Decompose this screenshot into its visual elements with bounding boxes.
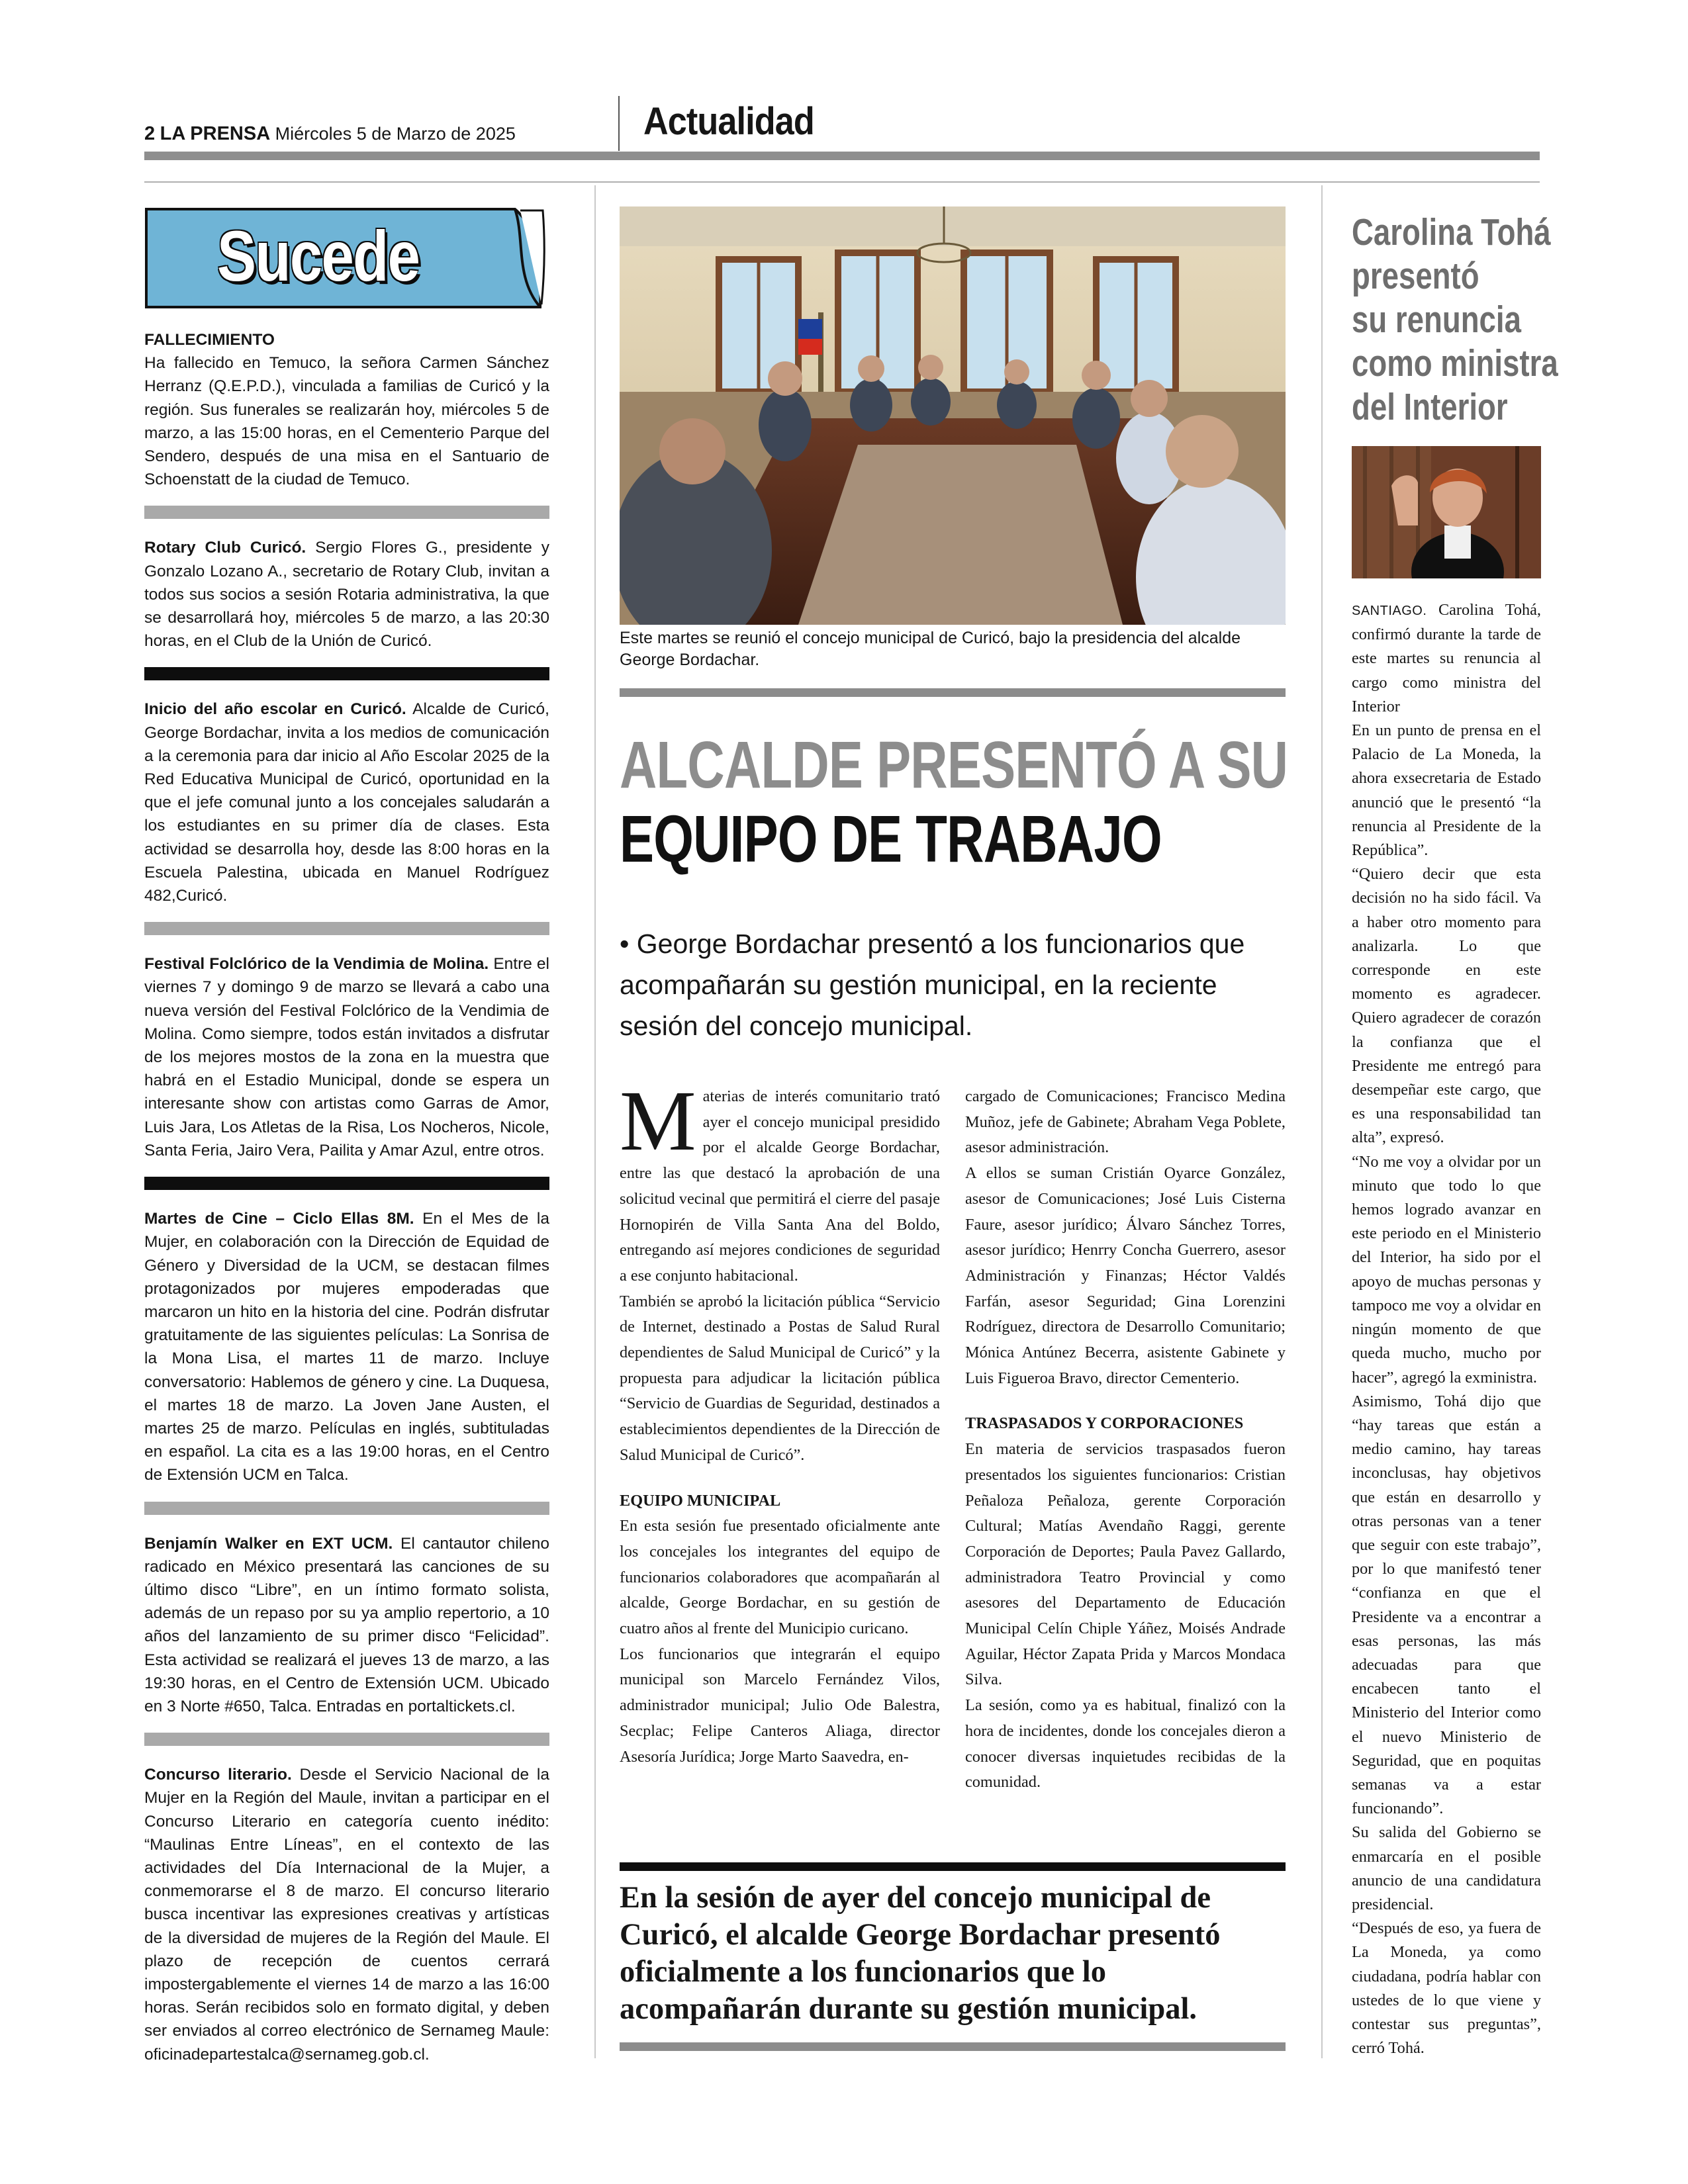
headline-rule [620, 688, 1286, 697]
side-paragraph-text: Carolina Tohá, confirmó durante la tarde de este martes su renuncia al cargo como ministra del Interior [1352, 601, 1541, 715]
pull-quote-rule-bottom [620, 2042, 1286, 2051]
paper-name: LA PRENSA [160, 123, 271, 144]
sucede-divider [144, 1177, 549, 1190]
side-paragraph: “Después de eso, ya fuera de La Moneda, ya como ciudadana, podría hablar con ustedes de lo que viene y contestar sus preguntas”, cerró Tohá. [1352, 1919, 1541, 2058]
side-paragraph: En un punto de prensa en el Palacio de La Moneda, la ahora exsecretaria de Estado anunció que le presentó “la renuncia al Presidente de la República”. [1352, 721, 1541, 860]
sucede-divider [144, 667, 549, 680]
sucede-item [144, 328, 549, 491]
sucede-divider [144, 922, 549, 935]
side-paragraph: “Quiero decir que esta decisión no ha sido fácil. Va a haber otro momento para analizarla. Lo que corresponde en este momento es agradecer. Quiero agradecer de corazón la confianza que el Presidente me entregó para desempeñar este cargo, que es una responsabilidad tan alta”, expresó. [1352, 865, 1541, 1147]
article-body [620, 1073, 1286, 1796]
sucede-divider [144, 1502, 549, 1515]
sucede-item-text: Desde el Servicio Nacional de la Mujer en la Región del Maule, invitan a participar en el Concurso Literario en categoría cuento inédito: “Maulinas Entre Líneas”, en el contexto de las actividades del Día Internacional de la Mujer, a conmemorarse el 8 de marzo. El concurso literario busca incentivar las expresiones creativas y artísticas de la diversidad de mujeres de la Región del Maule. El plazo de recepción de cuentos cerrará impostergablemente el viernes 14 de marzo a las 16:00 horas. Serán recibidos solo en formato digital, y deben ser enviados al correo electrónico de Sernameg Maule: oficinadepartestalca@sernameg.gob.cl. [144, 1766, 550, 2064]
article-paragraph: En esta sesión fue presentado oficialmente ante los concejales los integrantes del equipo de funcionarios colaboradores que acompañarán al alcalde, George Bordachar, en su gestión de cuatro años al frente del Municipio curicano. [620, 1517, 940, 1638]
sucede-title: Sucede [217, 216, 420, 296]
article-column-1 [620, 1073, 940, 1796]
side-paragraph [1352, 598, 1541, 719]
side-title-line: Carolina Tohá [1352, 211, 1551, 253]
side-title-line: como ministra [1352, 342, 1558, 385]
dateline: SANTIAGO. [1352, 604, 1427, 618]
sucede-item-text: Entre el viernes 7 y domingo 9 de marzo se llevará a cabo una nueva versión del Festival Folclórico de la Vendimia de Molina. Como siempre, todos están invitados a disfrutar de los mejores mostos de la zona en la muestra que habrá en el Estadio Municipal, donde se espera un interesante show con artistas como Garras de Amor, Luis Jara, Los Atletas de la Risa, Los Nocheros, Nicole, Santa Feria, Jairo Vera, Pailita y Amar Azul, entre otros. [144, 955, 549, 1160]
sucede-item [144, 1207, 549, 1486]
headline [620, 728, 1288, 876]
article-paragraph: cargado de Comunicaciones; Francisco Medina Muñoz, jefe de Gabinete; Abraham Vega Poblete, asesor administración. [965, 1087, 1286, 1157]
header-rule [144, 152, 1540, 160]
article-paragraph [620, 1073, 940, 1289]
headline-line-1: ALCALDE PRESENTÓ A SU [620, 728, 1288, 802]
sucede-item-heading: Rotary Club Curicó. [144, 539, 306, 557]
sucede-item-heading: FALLECIMIENTO [144, 331, 275, 349]
sucede-item [144, 698, 549, 907]
column-separator-left [594, 185, 596, 2058]
sucede-item-heading: Inicio del año escolar en Curicó. [144, 700, 406, 719]
sucede-item-heading: Benjamín Walker en EXT UCM. [144, 1534, 393, 1553]
side-paragraph: Asimismo, Tohá dijo que “hay tareas que están a medio camino, hay tareas inconclusas, hay objetivos que están en desarrollo y otras personas van a tener que seguir con este trabajo”, por lo que manifestó tener “confianza en que el Presidente va a encontrar a esas personas, las más adecuadas para que encabecen tanto el Ministerio del Interior como el nuevo Ministerio de Seguridad, que en poquitas semanas va a estar funcionando”. [1352, 1392, 1541, 1818]
article-paragraph-text: aterias de interés comunitario trató ayer el concejo municipal presidido por el alcalde George Bordachar, entre las que destacó la aprobación de una solicitud vecinal que permitirá el cierre del pasaje Hornopirén de Villa Santa Ana del Boldo, entregando así mejores condiciones de seguridad a ese conjunto habitacional. [620, 1087, 940, 1285]
side-title-line: su renuncia [1352, 298, 1521, 341]
sucede-divider [144, 506, 549, 519]
column-separator-right [1321, 185, 1323, 2058]
header-rule-thin [144, 181, 1540, 183]
drop-cap: M [620, 1073, 696, 1169]
side-title-line: presentó [1352, 255, 1479, 297]
sucede-item-text: Ha fallecido en Temuco, la señora Carmen Sánchez Herranz (Q.E.P.D.), vinculada a familias de Curicó y la región. Sus funerales se realizarán hoy, miércoles 5 de marzo, a las 15:00 horas, en el Cementerio Parque del Sendero, después de una misa en el Santuario de Schoenstatt de la ciudad de Temuco. [144, 354, 549, 489]
headline-line-2: EQUIPO DE TRABAJO [620, 802, 1162, 876]
article-paragraph: A ellos se suman Cristián Oyarce González, asesor de Comunicaciones; José Luis Cisterna Faure, asesor jurídico; Álvaro Sánchez Torres, asesor jurídico; Henrry Concha Guerrero, asesor Administración y Finanzas; Héctor Valdés Farfán, asesor Seguridad; Gina Lorenzini Rodríguez, directora de Desarrollo Comunitario; Mónica Antúnez Becerra, asistente Gabinete y Luis Figueroa Bravo, director Cementerio. [965, 1164, 1286, 1387]
side-title-line: del Interior [1352, 386, 1508, 428]
article-paragraph: También se aprobó la licitación pública “Servicio de Internet, destinado a Postas de Salud Rural dependientes de Salud Municipal de Curicó” y la propuesta para adjudicar la licitación pública “Servicio de Guardias de Seguridad, destinados a establecimientos dependientes de la Dirección de Salud Municipal de Curicó”. [620, 1292, 940, 1464]
council-meeting-photo [620, 206, 1286, 625]
sucede-item-heading: Festival Folclórico de la Vendimia de Molina. [144, 955, 489, 974]
page-header-left [144, 123, 516, 145]
photo-caption: Este martes se reunió el concejo municipal de Curicó, bajo la presidencia del alcalde George Bordachar. [620, 629, 1241, 669]
article-paragraph: La sesión, como ya es habitual, finalizó con la hora de incidentes, donde los concejales dieron a conocer diversas inquietudes recibidas de la comunidad. [965, 1696, 1286, 1792]
sucede-divider [144, 1733, 549, 1746]
sucede-item [144, 1532, 549, 1719]
sucede-item [144, 536, 549, 653]
sucede-item [144, 952, 549, 1162]
side-article-title [1352, 210, 1558, 429]
sucede-item-heading: Martes de Cine – Ciclo Ellas 8M. [144, 1210, 414, 1228]
sucede-item-text: Alcalde de Curicó, George Bordachar, invita a los medios de comunicación a la ceremonia para dar inicio al Año Escolar 2025 de la Red Educativa Municipal de Curicó, oportunidad en la que el jefe comunal junto a los concejales saludarán a los estudiantes en su primer día de clases. Esta actividad se desarrolla hoy, desde las 8:00 horas en la Escuela Palestina, ubicada en Manuel Rodríguez 482,Curicó. [144, 700, 549, 905]
issue-date: Miércoles 5 de Marzo de 2025 [275, 124, 516, 144]
header-divider [618, 96, 620, 151]
sucede-item-text: En el Mes de la Mujer, en colaboración con la Dirección de Equidad de Género y Diversidad de la UCM, se destacan filmes protagonizados por mujeres empoderadas que marcaron un hito en la historia del cine. Podrán disfrutar gratuitamente de las siguientes películas: La Sonrisa de la Mona Lisa, el martes 11 de marzo. Incluye conversatorio: Hablemos de género y cine. La Duquesa, el martes 18 de marzo. La Joven Jane Austen, el martes 25 de marzo. Películas en inglés, subtituladas en español. La cita es a las 19:00 horas, en el Centro de Extensión UCM en Talca. [144, 1210, 550, 1484]
article-deck: • George Bordachar presentó a los funcionarios que acompañarán su gestión municipal, en la reciente sesión del concejo municipal. [620, 929, 1245, 1041]
article-subhead: TRASPASADOS Y CORPORACIONES [965, 1414, 1244, 1433]
side-paragraph: “No me voy a olvidar por un minuto que todo lo que hemos logrado avanzar en este periodo en el Ministerio del Interior, ha sido por el apoyo de muchas personas y tampoco me voy a olvidar en ningún momento de que queda mucho, mucho por hacer”, agregó la exministra. [1352, 1152, 1541, 1387]
sucede-item-heading: Concurso literario. [144, 1766, 292, 1784]
pull-quote-rule [620, 1862, 1286, 1871]
sucede-item-text: El cantautor chileno radicado en México presentará las canciones de su último disco “Libre”, en un íntimo formato solista, además de un repaso por su ya amplio repertorio, a 10 años del lanzamiento de su primer disco “Felicidad”. Esta actividad se realizará el jueves 13 de marzo, a las 19:30 horas, en el Centro de Extensión UCM. Ubicado en 3 Norte #650, Talca. Entradas en portaltickets.cl. [144, 1534, 549, 1715]
side-paragraph: Su salida del Gobierno se enmarcaría en el posible anuncio de una candidatura presidencial. [1352, 1823, 1541, 1913]
article-paragraph: Los funcionarios que integrarán el equipo municipal son Marcelo Fernández Vilos, administrador municipal; Julio Ode Balestra, Secplac; Felipe Canteros Aliaga, director Asesoría Jurídica; Jorge Marto Saavedra, en- [620, 1645, 940, 1766]
side-article-body [1352, 598, 1541, 2060]
article-subhead: EQUIPO MUNICIPAL [620, 1491, 781, 1510]
sucede-badge [144, 205, 548, 311]
page-number: 2 [144, 123, 156, 144]
tohá-portrait-photo [1352, 446, 1541, 578]
pull-quote: En la sesión de ayer del concejo municipal de Curicó, el alcalde George Bordachar presentó oficialmente a los funcionarios que lo acompañarán durante su gestión municipal. [620, 1881, 1221, 2026]
article-column-2 [965, 1084, 1286, 1796]
article-paragraph: En materia de servicios traspasados fueron presentados los siguientes funcionarios: Cristian Peñaloza Peñaloza, gerente Corporación Cultural; Matías Avendaño Raggi, gerente Corporación de Deportes; Paula Pavez Gallardo, administradora Teatro Provincial y como asesores del Departamento de Educación Municipal Celín Chiple Yáñez, Moisés Andrade Aguilar, Héctor Zapata Prida y Marcos Mondaca Silva. [965, 1440, 1286, 1689]
sucede-column [144, 328, 549, 2066]
sucede-item-text: Sergio Flores G., presidente y Gonzalo Lozano A., secretario de Rotary Club, invitan a todos sus socios a sesión Rotaria administrativa, la que se desarrollará hoy, miércoles 5 de marzo, a las 20:30 horas, en el Club de la Unión de Curicó. [144, 539, 549, 651]
section-title: Actualidad [643, 100, 814, 143]
sucede-item [144, 1763, 549, 2066]
